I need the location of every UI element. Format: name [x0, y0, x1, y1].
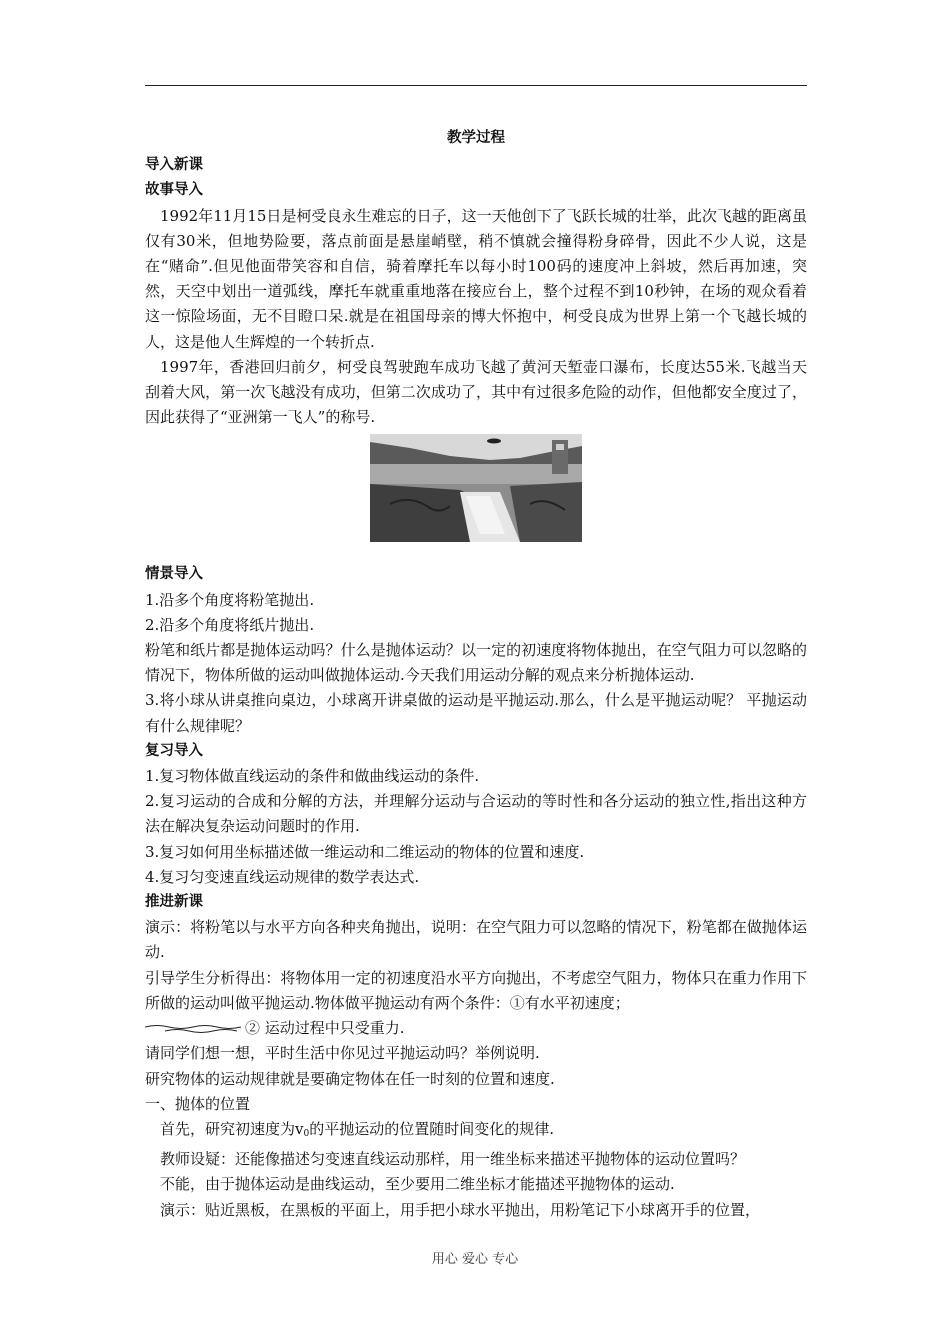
first-paragraph	[145, 1117, 807, 1147]
heading-intro: 导入新课	[145, 157, 203, 174]
review-item-3: 3.复习如何用坐标描述做一维运动和二维运动的物体的位置和速度.	[145, 842, 585, 861]
heading-review: 复习导入	[145, 742, 203, 759]
first-text-b: 的平抛运动的位置随时间变化的规律.	[309, 1119, 554, 1138]
section-position-heading: 一、抛体的位置	[145, 1094, 251, 1113]
guide-tail-text: ② 运动过程中只受重力.	[245, 1019, 405, 1038]
story-paragraph-1: 1992年11月15日是柯受良永生难忘的日子，这一天他创下了飞跃长城的壮举，此次飞越的距离虽仅有30米，但地势险要，落点前面是悬崖峭壁，稍不慎就会撞得粉身碎骨，因此不少人说，这是在“赌命”.但见他面带笑容和自信，骑着摩托车以每小时100码的速度冲上斜坡，然后再加速，突然，天空中划出一道弧线，摩托车就重重地落在接应台上，整个过程不到10秒钟，在场的观众看着这一惊险场面，无不目瞪口呆.就是在祖国母亲的博大怀抱中，柯受良成为世界上第一个飞越长城的人，这是他人生辉煌的一个转折点.	[145, 206, 807, 351]
demo-paragraph-2: 演示：贴近黑板，在黑板的平面上，用手把小球水平抛出，用粉笔记下小球离开手的位置，	[160, 1200, 761, 1219]
question-paragraph: 教师设疑：还能像描述匀变速直线运动那样，用一维坐标来描述平抛物体的运动位置吗？	[160, 1150, 746, 1169]
page-footer: 用心 爱心 专心	[431, 1252, 519, 1267]
page-title: 教学过程	[447, 130, 505, 146]
review-item-2: 2.复习运动的合成和分解的方法，并理解分运动与合运动的等时性和各分运动的独立性,指出这种方法在解决复杂运动问题时的作用.	[145, 792, 807, 836]
study-paragraph: 研究物体的运动规律就是要确定物体在任一时刻的位置和速度.	[145, 1069, 555, 1088]
scene-item-1: 1.沿多个角度将粉笔抛出.	[145, 590, 315, 609]
scene-item-2: 2.沿多个角度将纸片抛出.	[145, 615, 315, 634]
header-rule	[145, 85, 807, 86]
wavy-underline-mark	[145, 1024, 243, 1034]
review-item-4: 4.复习匀变速直线运动规律的数学表达式.	[145, 867, 420, 886]
guide-tail-line	[145, 1016, 807, 1041]
waterfall-jump-photo	[370, 434, 582, 542]
demo-paragraph-1: 演示：将粉笔以与水平方向各种夹角抛出，说明：在空气阻力可以忽略的情况下，粉笔都在做抛体运动.	[145, 918, 807, 962]
review-item-1: 1.复习物体做直线运动的条件和做曲线运动的条件.	[145, 767, 480, 786]
v0-subscript: 0	[303, 1128, 310, 1139]
scene-item-3: 3.将小球从讲桌推向桌边，小球离开讲桌做的运动是平抛运动.那么，什么是平抛运动呢？ 平抛运动有什么规律呢？	[145, 691, 807, 735]
heading-advance: 推进新课	[145, 894, 203, 911]
guide-paragraph: 引导学生分析得出：将物体用一定的初速度沿水平方向抛出，不考虑空气阻力，物体只在重力作用下所做的运动叫做平抛运动.物体做平抛运动有两个条件：①有水平初速度；	[145, 968, 807, 1012]
first-text-a: 首先，研究初速度为v	[160, 1119, 304, 1138]
story-paragraph-2: 1997年，香港回归前夕，柯受良驾驶跑车成功飞越了黄河天堑壶口瀑布，长度达55米.飞越当天刮着大风，第一次飞越没有成功，但第二次成功了，其中有过很多危险的动作，但他都安全度过了，因此获得了“亚洲第一飞人”的称号.	[145, 357, 807, 427]
document-body	[145, 122, 807, 1223]
heading-scene: 情景导入	[145, 566, 203, 583]
think-paragraph: 请同学们想一想，平时生活中你见过平抛运动吗？举例说明.	[145, 1044, 540, 1063]
answer-paragraph: 不能，由于抛体运动是曲线运动，至少要用二维坐标才能描述平抛物体的运动.	[160, 1175, 675, 1194]
scene-paragraph: 粉笔和纸片都是抛体运动吗？什么是抛体运动？以一定的初速度将物体抛出，在空气阻力可以忽略的情况下，物体所做的运动叫做抛体运动.今天我们用运动分解的观点来分析抛体运动.	[145, 641, 807, 685]
heading-story: 故事导入	[145, 182, 203, 199]
